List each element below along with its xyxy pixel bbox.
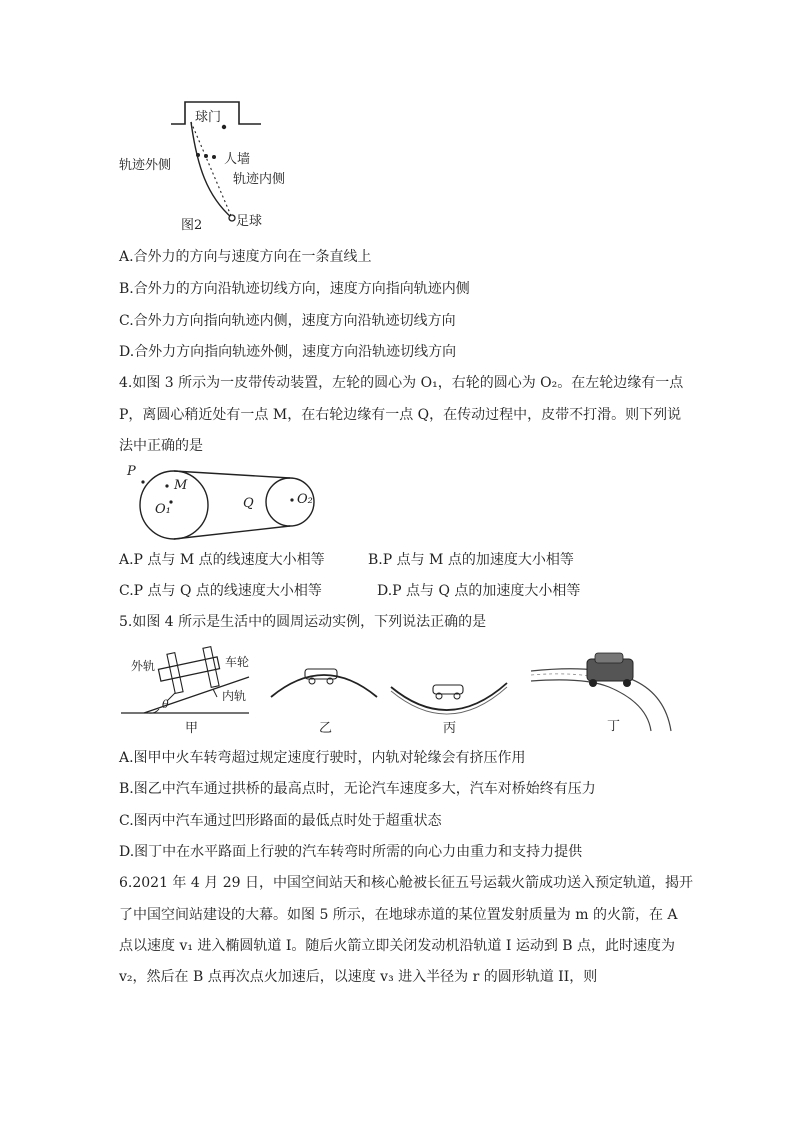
q5-option-d: D.图丁中在水平路面上行驶的汽车转弯时所需的向心力由重力和支持力提供 [119,844,583,860]
q4-stem-line-3: 法中正确的是 [119,438,203,454]
caption-yi: 乙 [319,721,333,736]
q4-option-c: C.P 点与 Q 点的线速度大小相等 [119,583,322,599]
belt-drive-diagram [119,460,324,545]
caption-bing: 丙 [443,721,457,736]
q5-option-c: C.图丙中汽车通过凹形路面的最低点时处于超重状态 [119,813,442,829]
figure-3 [119,460,324,545]
q5-stem: 5.如图 4 所示是生活中的圆周运动实例，下列说法正确的是 [119,614,487,630]
q4-option-a: A.P 点与 M 点的线速度大小相等 [119,552,325,568]
q5-option-a: A.图甲中火车转弯超过规定速度行驶时，内轨对轮缘会有挤压作用 [119,750,526,766]
center-o1-label: O₁ [155,502,171,517]
q6-stem-line-4: v₂，然后在 B 点再次点火加速后，以速度 v₃ 进入半径为 r 的圆形轨道 II，则 [119,969,598,985]
point-p-label: P [127,464,136,479]
q6-stem-line-2: 了中国空间站建设的大幕。如图 5 所示，在地球赤道的某位置发射质量为 m 的火箭，在 A [119,907,678,923]
q3-option-a: A.合外力的方向与速度方向在一条直线上 [119,249,372,265]
caption-jia: 甲 [185,721,199,736]
figure-caption: 图2 [181,218,203,233]
q5-option-b: B.图乙中汽车通过拱桥的最高点时，无论汽车速度多大，汽车对桥始终有压力 [119,781,596,797]
q4-stem-line-1: 4.如图 3 所示为一皮带传动装置，左轮的圆心为 O₁，右轮的圆心为 O₂。在左轮边缘有一点 [119,375,684,391]
ball-label: 足球 [236,214,263,229]
q4-option-b: B.P 点与 M 点的加速度大小相等 [368,552,574,568]
q6-stem-line-3: 点以速度 v₁ 进入椭圆轨道 I。随后火箭立即关闭发动机沿轨道 I 运动到 B 点，此时速度为 [119,938,676,954]
theta-label: θ [162,698,169,711]
point-q-label: Q [243,496,254,511]
wall-label: 人墙 [224,152,251,167]
q3-option-b: B.合外力的方向沿轨迹切线方向，速度方向指向轨迹内侧 [119,281,470,297]
q3-option-c: C.合外力方向指向轨迹内侧，速度方向沿轨迹切线方向 [119,313,456,329]
goal-label: 球门 [195,110,222,125]
q4-option-d: D.P 点与 Q 点的加速度大小相等 [377,583,581,599]
circular-motion-examples [119,645,674,735]
caption-ding: 丁 [607,719,621,734]
figure-2 [119,96,289,236]
outer-rail-label: 外轨 [131,659,156,673]
point-m-label: M [174,478,188,493]
q4-stem-line-2: P，离圆心稍近处有一点 M，在右轮边缘有一点 Q，在传动过程中，皮带不打滑。则下列说 [119,407,682,423]
inner-side-label: 轨迹内侧 [233,172,286,187]
center-o2-label: O₂ [297,492,313,507]
inner-rail-label: 内轨 [222,689,247,703]
q3-option-d: D.合外力方向指向轨迹外侧，速度方向沿轨迹切线方向 [119,344,457,360]
figure-4 [119,645,674,735]
outer-side-label: 轨迹外侧 [119,158,172,173]
wheel-label: 车轮 [225,655,250,669]
q6-stem-line-1: 6.2021 年 4 月 29 日，中国空间站天和核心舱被长征五号运载火箭成功送入预定轨道，揭开 [119,875,693,891]
